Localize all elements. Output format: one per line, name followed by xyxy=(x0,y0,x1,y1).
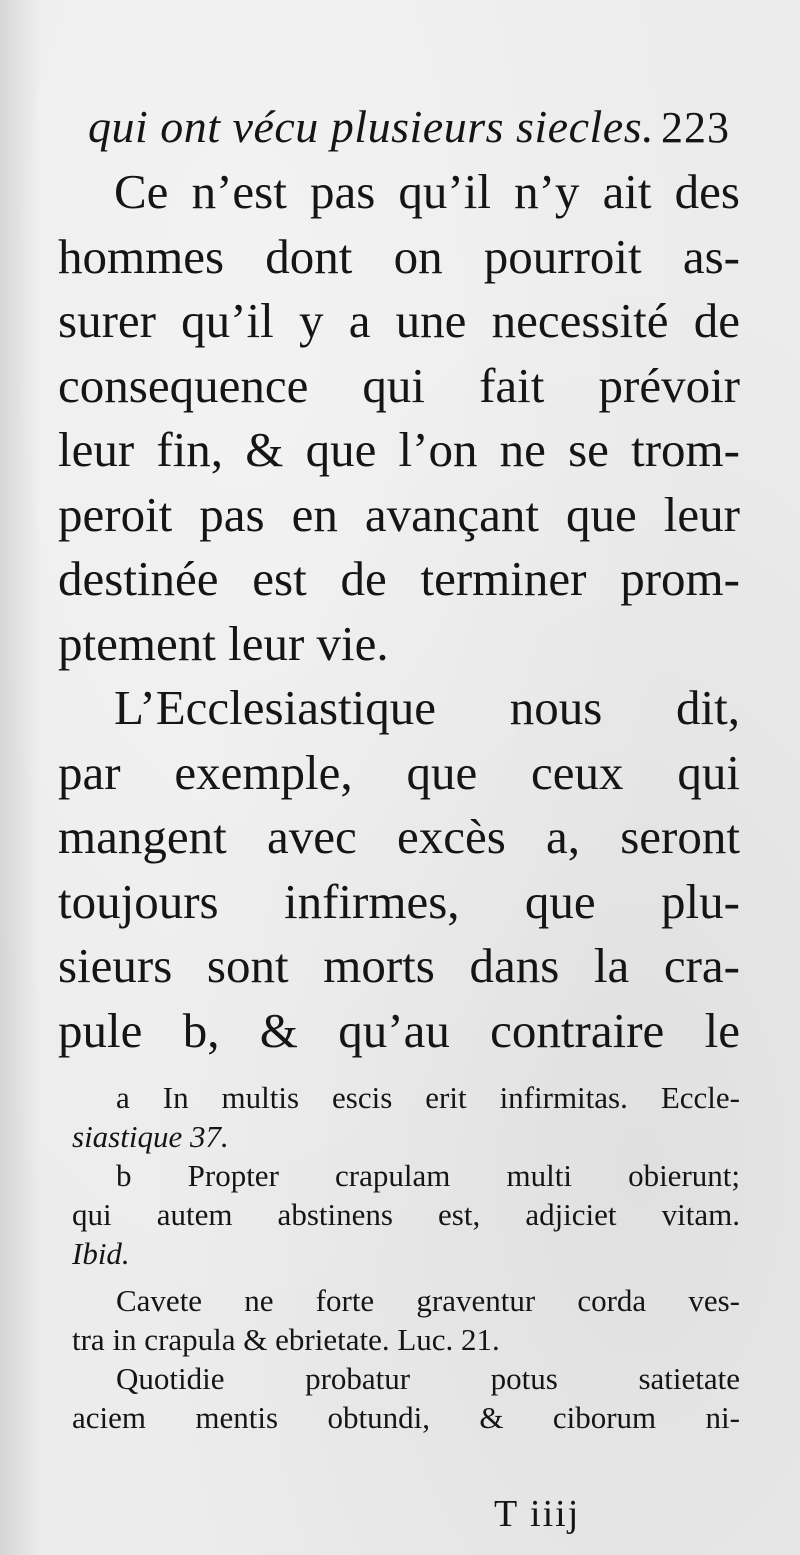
text-line: destinée est de terminer prom- xyxy=(58,551,740,606)
footnotes xyxy=(72,1078,740,1437)
footnote-d-line: Quotidie probatur potus satietate xyxy=(116,1361,740,1396)
footnote-c-line: Cavete ne forte graventur corda ves- xyxy=(116,1283,740,1318)
running-title: qui ont vécu plusieurs siecles. xyxy=(88,101,655,152)
page-spine-shadow xyxy=(0,0,40,1555)
main-text xyxy=(58,160,740,1063)
footnote-c-line: tra in crapula & ebrietate. Luc. 21. xyxy=(72,1322,500,1357)
footnote-a-line: a In multis escis erit infirmitas. Eccle- xyxy=(116,1080,740,1115)
text-line: L’Ecclesiastique nous dit, xyxy=(114,680,740,735)
text-line: surer qu’il y a une necessité de xyxy=(58,293,740,348)
footnote-d-line: aciem mentis obtundi, & ciborum ni- xyxy=(72,1400,740,1435)
text-line: sieurs sont morts dans la cra- xyxy=(58,938,740,993)
text-line: Ce n’est pas qu’il n’y ait des xyxy=(114,164,740,219)
text-line: toujours infirmes, que plu- xyxy=(58,873,740,929)
footnote-a-line: siastique 37. xyxy=(72,1119,229,1154)
page-number: 223 xyxy=(661,103,730,152)
text-line: peroit pas en avançant que leur xyxy=(58,486,740,542)
text-line: hommes dont on pourroit as- xyxy=(58,228,740,284)
page-header xyxy=(88,100,730,160)
text-line: consequence qui fait prévoir xyxy=(58,357,740,413)
footnote-b-line: Ibid. xyxy=(72,1236,130,1271)
text-line: par exemple, que ceux qui xyxy=(58,744,740,800)
text-line: ptement leur vie. xyxy=(58,615,389,671)
text-line: pule b, & qu’au contraire le xyxy=(58,1002,740,1058)
text-line: leur fin, & que l’on ne se trom- xyxy=(58,422,740,477)
footnote-b-line: qui autem abstinens est, adjiciet vitam. xyxy=(72,1197,740,1232)
signature-mark: T iiij xyxy=(494,1493,581,1535)
text-line: mangent avec excès a, seront xyxy=(58,809,740,864)
footnote-b-line: b Propter crapulam multi obierunt; xyxy=(116,1158,740,1193)
